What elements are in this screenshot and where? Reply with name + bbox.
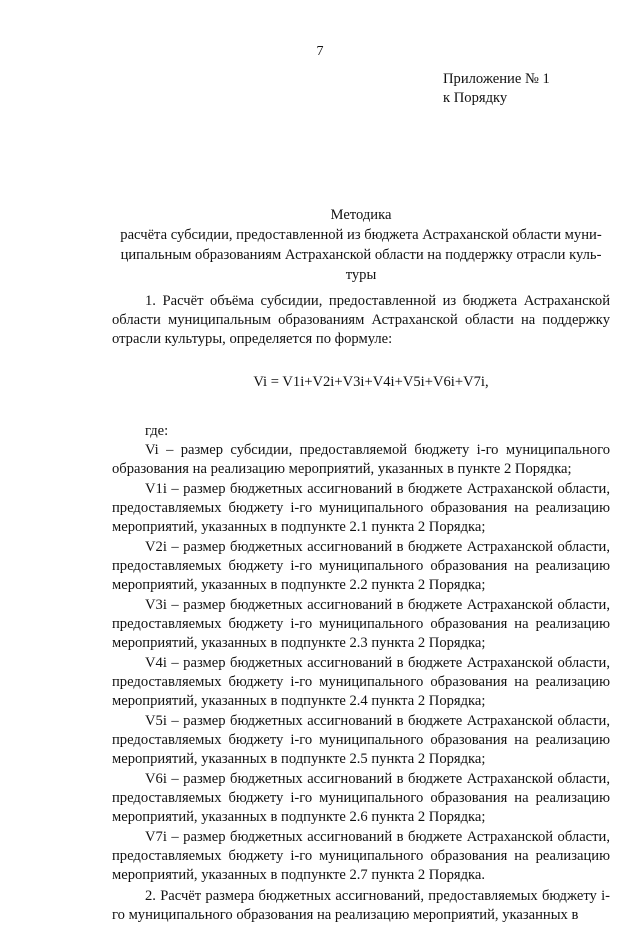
intro-paragraph: 1. Расчёт объёма субсидии, предоставленной из бюджета Астраханской области муниципальным образованиям Астраханской области на поддержку отрасли культуры, определяется по формуле: [112, 293, 610, 347]
appendix-line-2: к Порядку [443, 90, 508, 106]
document-title [112, 205, 610, 285]
page-number: 7 [316, 44, 324, 59]
definition-v3i: V3i – размер бюджетных ассигнований в бюджете Астраханской области, предоставляемых бюджету i-го муниципального образования на реализацию мероприятий, указанных в подпункте 2.3 пункта 2 Порядка; [112, 597, 610, 651]
where-label: где: [145, 423, 169, 439]
definition-vi: Vi – размер субсидии, предоставляемой бюджету i-го муниципального образования на реализацию мероприятий, указанных в пункте 2 Порядка; [112, 442, 610, 477]
definition-v7i: V7i – размер бюджетных ассигнований в бюджете Астраханской области, предоставляемых бюджету i-го муниципального образования на реализацию мероприятий, указанных в подпункте 2.7 пункта 2 Порядка. [112, 829, 610, 883]
definition-v2i: V2i – размер бюджетных ассигнований в бюджете Астраханской области, предоставляемых бюджету i-го муниципального образования на реализацию мероприятий, указанных в подпункте 2.2 пункта 2 Порядка; [112, 539, 610, 593]
definition-v5i: V5i – размер бюджетных ассигнований в бюджете Астраханской области, предоставляемых бюджету i-го муниципального образования на реализацию мероприятий, указанных в подпункте 2.5 пункта 2 Порядка; [112, 713, 610, 767]
title-line-2: ципальным образованиям Астраханской области на поддержку отрасли куль- [120, 247, 602, 263]
appendix-line-1: Приложение № 1 [443, 71, 550, 87]
closing-paragraph: 2. Расчёт размера бюджетных ассигнований, предоставляемых бюджету i-го муниципального образования на реализацию мероприятий, указанных в [112, 888, 610, 923]
document-body [112, 292, 610, 925]
formula: Vi = V1i+V2i+V3i+V4i+V5i+V6i+V7i, [253, 374, 489, 390]
appendix-block [443, 70, 550, 108]
title-heading: Методика [330, 207, 392, 223]
definition-v1i: V1i – размер бюджетных ассигнований в бюджете Астраханской области, предоставляемых бюджету i-го муниципального образования на реализацию мероприятий, указанных в подпункте 2.1 пункта 2 Порядка; [112, 481, 610, 535]
title-line-3: туры [345, 267, 377, 283]
title-line-1: расчёта субсидии, предоставленной из бюджета Астраханской области муни- [120, 227, 602, 243]
definition-v6i: V6i – размер бюджетных ассигнований в бюджете Астраханской области, предоставляемых бюджету i-го муниципального образования на реализацию мероприятий, указанных в подпункте 2.6 пункта 2 Порядка; [112, 771, 610, 825]
definition-v4i: V4i – размер бюджетных ассигнований в бюджете Астраханской области, предоставляемых бюджету i-го муниципального образования на реализацию мероприятий, указанных в подпункте 2.4 пункта 2 Порядка; [112, 655, 610, 709]
